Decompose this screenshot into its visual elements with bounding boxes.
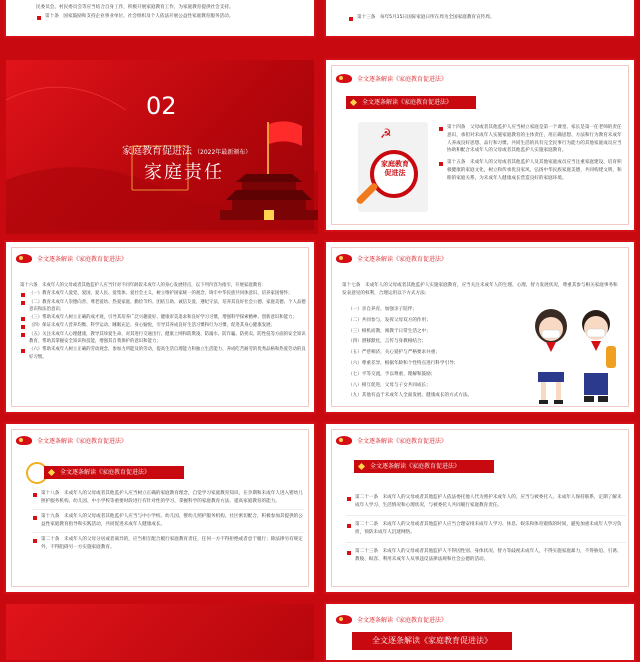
article-16-item: （六）帮助未成年人树立正确的劳动观念，参加力所能及的劳动，提高生活自理能力和独立生活能力，养成吃苦耐劳的优秀品格和热爱劳动的良好习惯。 [20,346,306,361]
emblem-icon [336,436,352,445]
girl-student-icon [535,309,567,404]
article-17-item: （四）潜移默化，言传与身教相结合； [348,339,427,345]
cap-text: 全文逐条解读《家庭教育促进法》 [37,437,128,445]
top-left-line-2: 第十条 国家鼓励和支持企业事业单位、社会组织及个人依法开展公益性家庭教育服务活动。 [36,13,306,21]
article-16-item: （五）关注未成年人心理健康，教导其珍爱生命，对其进行交通出行、健康上网和防欺凌、防溺水、防诈骗、防拐卖、防性侵等方面的安全知识教育，帮助其掌握安全知识和技能，增强其自我保护的意识和能力； [20,331,306,346]
bottom-left-slide [4,602,316,662]
bottom-right-slide [324,602,636,662]
emblem-icon [16,254,32,263]
top-left-line-1: 民委员会、村民委员会等应当结合自身工作，积极开展家庭教育工作，为家庭教育提供社会支持。 [36,5,234,10]
article-17-item: （六）尊重差异，根据年龄和个性特点进行科学引导； [348,360,459,366]
top-right-line: 第十三条 每年5月15日国际家庭日所在周为全国家庭教育宣传周。 [348,14,628,22]
article-17-item: （七）平等交流，予以尊重、理解和鼓励； [348,371,436,377]
cap-text: 全文逐条解读《家庭教育促进法》 [357,75,448,83]
article-17-item: （五）严慈相济，关心爱护与严格要求并重； [348,350,440,356]
section-number: 02 [146,92,177,120]
article-15: 第十五条 未成年人的父母或者其他监护人及其他家庭成员应当注重家庭建设，培育积极健康的家庭文化，树立和传承优良家风，弘扬中华民族家庭美德，共同构建文明、和睦的家庭关系，为未成年人健康成长营造良好的家庭环境。 [438,159,624,182]
law-title: 家庭教育促进法 [122,146,192,157]
article-21: 第二十一条 未成年人的父母或者其他监护人依法委托他人代为照护未成年人的，应当与被委托人、未成年人保持联系，定期了解未成年人学习、生活情况和心理状况，与被委托人共同履行家庭教育责任。 [346,494,626,510]
article-19: 第十九条 未成年人的父母或者其他监护人应当与中小学校、幼儿园、婴幼儿照护服务机构、社区密切配合，积极参加其提供的公益性家庭教育指导和实践活动，共同促进未成年人健康成长。 [32,513,304,529]
slide-art16 [4,240,316,414]
cap-text: 全文逐条解读《家庭教育促进法》 [357,616,448,624]
top-right-slide [324,0,636,38]
slide-art14-15 [324,58,636,232]
students-illustration [518,298,628,410]
article-17-item: （九）其他有益于未成年人全面发展、健康成长的方式方法。 [348,393,473,399]
bottom-section-badge: 全文逐条解读《家庭教育促进法》 [352,632,512,650]
slide-art17 [324,240,636,414]
article-16-item: （四）保证未成年人营养均衡、科学运动、睡眠充足、身心愉悦，引导其养成良好生活习惯和行为习惯，促进其身心健康发展； [20,322,306,329]
tiananmen-icon [220,174,318,220]
section-badge: 全文逐条解读《家庭教育促进法》 [346,96,476,109]
law-book-label: 家庭教育促进法 [381,160,409,177]
article-17-item: （一）亲自养育，加强亲子陪伴； [348,307,417,312]
emblem-icon [336,74,352,83]
article-16-item: （一）教育未成年人爱党、爱国、爱人民、爱集体、爱社会主义，树立维护国家统一的观念，铸牢中华民族共同体意识，培养家国情怀； [20,290,306,297]
article-16-item: （二）教育未成年人崇德向善、尊老爱幼、热爱家庭、勤俭节约、团结互助、诚信友爱、遵纪守法，培养其良好社会公德、家庭美德、个人品德意识和法治意识； [20,299,306,314]
article-17-intro: 第十七条 未成年人的父母或者其他监护人实施家庭教育，应当关注未成年人的生理、心理、智力发展状况，尊重其参与相关家庭事务和发表意见的权利，合理运用以下方式方法： [342,283,618,296]
emblem-icon [336,615,352,624]
boy-student-icon [581,310,616,402]
article-17-item: （三）相机而教，寓教于日常生活之中； [348,328,431,334]
article-16-item: （三）帮助未成年人树立正确的成才观，引导其培养广泛兴趣爱好、健康审美追求和良好学习习惯，增强科学探索精神、创新意识和能力； [20,314,306,321]
section-badge: 全文逐条解读《家庭教育促进法》 [354,460,494,473]
law-book-icon [358,122,428,212]
edition-note: （2022年最新颁布） [194,149,252,156]
article-23: 第二十三条 未成年人的父母或者其他监护人不得因性别、身体状况、智力等歧视未成年人，不得实施家庭暴力，不得胁迫、引诱、教唆、纵容、利用未成年人从事违反法律法规和社会公德的活动。 [346,548,626,564]
cap-text: 全文逐条解读《家庭教育促进法》 [37,255,128,263]
article-17-item: （二）共同参与，发挥父母双方的作用； [348,317,431,323]
emblem-icon [16,436,32,445]
title-slide [4,58,316,232]
slide-art21-23 [324,422,636,594]
article-14: 第十四条 父母或者其他监护人应当树立家庭是第一个课堂、家长是第一任老师的责任意识，承担对未成年人实施家庭教育的主体责任，用正确思想、方法和行为教育未成年人养成良好思想、品行和习惯。共同生活的具有完全民事行为能力的其他家庭成员应当协助和配合未成年人的父母或者其他监护人实施家庭教育。 [438,124,624,155]
article-16-intro: 第十六条 未成年人的父母或者其他监护人应当针对不同年龄段未成年人的身心发展特点，以下列内容为指引，开展家庭教育： [20,283,266,288]
article-18: 第十八条 未成年人的父母或者其他监护人应当树立正确的家庭教育理念，自觉学习家庭教育知识，在孕期和未成年人进入婴幼儿照护服务机构、幼儿园、中小学校等重要时段进行有针对性的学习，掌握科学的家庭教育方法，提高家庭教育的能力。 [32,490,304,506]
slide-art18-20 [4,422,316,594]
section-title: 家庭责任 [144,162,224,183]
section-badge: 全文逐条解读《家庭教育促进法》 [44,466,184,479]
top-left-slide [4,0,316,38]
emblem-icon [336,254,352,263]
article-20: 第二十条 未成年人的父母分居或者离异的，应当相互配合履行家庭教育责任，任何一方不得拒绝或者怠于履行；除法律另有规定外，不得阻碍另一方实施家庭教育。 [32,536,304,552]
cap-text: 全文逐条解读《家庭教育促进法》 [357,437,448,445]
cap-text: 全文逐条解读《家庭教育促进法》 [357,255,448,263]
article-22: 第二十二条 未成年人的父母或者其他监护人应当合理安排未成年人学习、休息、娱乐和体育锻炼的时间，避免加重未成年人学习负担，预防未成年人沉迷网络。 [346,521,626,537]
party-emblem-icon: ☭ [380,127,392,142]
article-17-item: （八）相互促进，父母与子女共同成长； [348,382,431,388]
